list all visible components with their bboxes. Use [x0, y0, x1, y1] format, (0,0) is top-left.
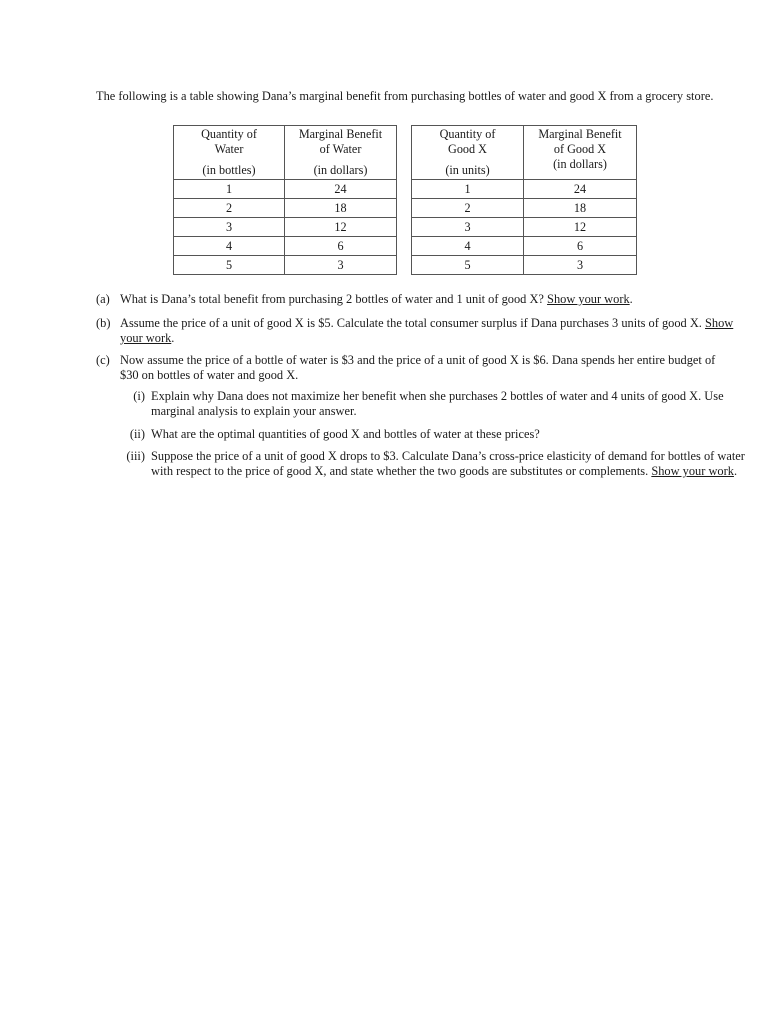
table-cell: 24 [524, 180, 637, 199]
question-text: Explain why Dana does not maximize her benefit when she purchases 2 bottles of water and 4 units of good X. Use marginal analysis to explain your answer. [151, 389, 724, 418]
show-work-text: Show your work [120, 316, 734, 345]
table-cell: 18 [524, 199, 637, 218]
table-row [174, 199, 397, 218]
table-cell: 5 [174, 256, 285, 275]
table-row [412, 218, 637, 237]
table-row [174, 180, 397, 199]
header-line: (in dollars) [313, 163, 368, 177]
question-label: (c) [96, 353, 110, 367]
table-cell: 18 [285, 199, 397, 218]
question-body: Suppose the price of a unit of good X drops to $3. Calculate Dana’s cross-price elasticity of demand for bottles of water with respect to the price of good X, and state whether the two goods are substitutes or complements. [151, 449, 745, 478]
table-cell: 1 [174, 180, 285, 199]
water-mb-header [285, 126, 397, 180]
table-cell: 3 [412, 218, 524, 237]
table-cell: 4 [412, 237, 524, 256]
table-cell: 2 [412, 199, 524, 218]
header-line: Marginal Benefit [298, 127, 383, 141]
table-row [174, 256, 397, 275]
question-label: (b) [96, 316, 111, 330]
table-cell: 3 [524, 256, 637, 275]
table-cell: 1 [412, 180, 524, 199]
question-label: (iii) [126, 449, 145, 463]
question-label: (a) [96, 292, 110, 306]
header-line: Quantity of [439, 127, 496, 141]
table-cell: 12 [285, 218, 397, 237]
question-text: What are the optimal quantities of good X and bottles of water at these prices? [151, 427, 540, 441]
table-cell: 12 [524, 218, 637, 237]
table-cell: 6 [524, 237, 637, 256]
show-work-text: Show your work [651, 464, 734, 478]
intro-paragraph: The following is a table showing Dana’s marginal benefit from purchasing bottles of water and good X from a grocery store. [96, 89, 714, 103]
header-line: of Water [319, 142, 362, 156]
question-body: What is Dana’s total benefit from purchasing 2 bottles of water and 1 unit of good X? [120, 292, 544, 306]
water-qty-header [174, 126, 285, 180]
header-line: Good X [448, 142, 487, 156]
table-row [412, 237, 637, 256]
table-cell: 5 [412, 256, 524, 275]
table-row [412, 180, 637, 199]
table-cell: 24 [285, 180, 397, 199]
question-c-i [133, 389, 761, 419]
period: . [629, 292, 633, 306]
table-row [412, 256, 637, 275]
header-line: (in dollars) [553, 157, 607, 171]
question-c-ii [129, 427, 761, 442]
show-work-text: Show your work [547, 292, 630, 306]
header-line: Quantity of [201, 127, 257, 141]
tables-area [173, 125, 637, 275]
header-line: of Good X [553, 142, 607, 156]
table-row [174, 218, 397, 237]
question-a [96, 292, 736, 307]
header-line: (in units) [445, 163, 490, 177]
document-page [96, 89, 745, 478]
table-cell: 2 [174, 199, 285, 218]
question-body: Now assume the price of a bottle of water is $3 and the price of a unit of good X is $6. Dana spends her entire budget of $30 on bottles of water and good X. [120, 353, 716, 382]
question-c [96, 353, 736, 383]
question-text [120, 353, 736, 383]
table-cell: 3 [285, 256, 397, 275]
question-text [120, 316, 736, 346]
question-label: (ii) [129, 427, 145, 441]
period: . [733, 464, 738, 478]
table-cell: 3 [174, 218, 285, 237]
goodx-mb-header [524, 126, 637, 180]
goodx-qty-header [412, 126, 524, 180]
water-table [173, 125, 397, 275]
header-line: Marginal Benefit [538, 127, 622, 141]
question-body: Assume the price of a unit of good X is $5. Calculate the total consumer surplus if Dana purchases 3 units of good X. [120, 316, 702, 330]
question-text [151, 449, 761, 479]
header-line: Water [214, 142, 244, 156]
header-line: (in bottles) [202, 163, 256, 177]
table-row [412, 199, 637, 218]
period: . [171, 331, 175, 345]
question-text [120, 292, 736, 307]
table-row [174, 237, 397, 256]
table-cell: 6 [285, 237, 397, 256]
question-b [96, 316, 736, 346]
goodx-table [411, 125, 637, 275]
question-label: (i) [133, 389, 145, 403]
question-c-iii [126, 449, 761, 479]
table-cell: 4 [174, 237, 285, 256]
